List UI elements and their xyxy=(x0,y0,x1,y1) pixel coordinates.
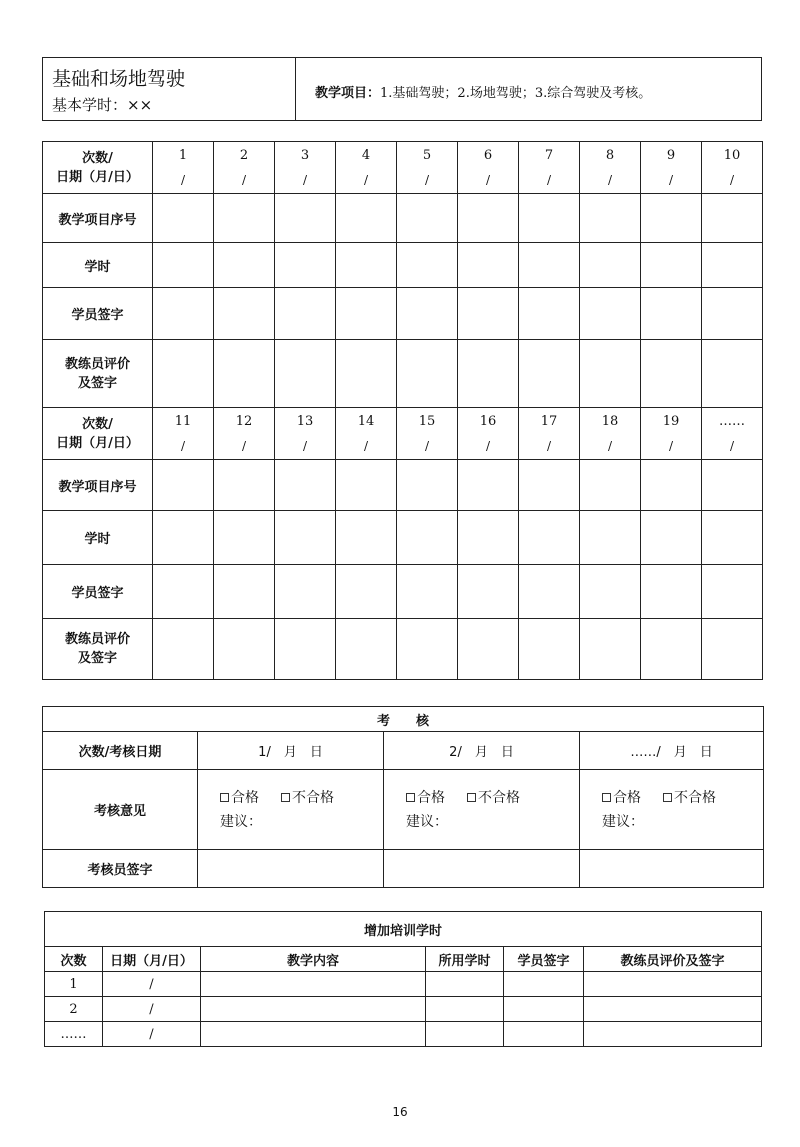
empty-cell[interactable] xyxy=(153,460,214,511)
empty-cell[interactable] xyxy=(519,565,580,619)
exam-opinion-row xyxy=(43,770,764,850)
empty-cell[interactable] xyxy=(519,460,580,511)
empty-cell[interactable] xyxy=(397,511,458,565)
project-no-row xyxy=(43,194,763,243)
exam-examiner-row xyxy=(43,850,764,888)
pass-checkbox[interactable]: 合格 xyxy=(602,790,641,806)
empty-cell[interactable] xyxy=(702,340,763,408)
row-date[interactable]: / xyxy=(103,1022,201,1047)
student-sign-row xyxy=(43,288,763,340)
empty-cell[interactable] xyxy=(201,1022,426,1047)
course-header xyxy=(42,57,762,121)
hours-row xyxy=(43,243,763,288)
exam-opinion-1 xyxy=(198,770,384,850)
checkbox-icon xyxy=(220,793,229,802)
empty-cell[interactable] xyxy=(641,460,702,511)
exam-date-2[interactable]: 2/ 月 日 xyxy=(384,732,580,770)
exam-count-date-label: 次数/考核日期 xyxy=(43,732,198,770)
fail-checkbox[interactable]: 不合格 xyxy=(467,790,520,806)
empty-cell[interactable] xyxy=(519,619,580,680)
teaching-projects-text: 1.基础驾驶；2.场地驾驶；3.综合驾驶及考核。 xyxy=(380,86,652,101)
checkbox-icon xyxy=(663,793,672,802)
coach-eval-label: 教练员评价 及签字 xyxy=(43,340,153,408)
empty-cell[interactable] xyxy=(458,340,519,408)
row-count: …… xyxy=(45,1022,103,1047)
empty-cell[interactable] xyxy=(397,288,458,340)
student-sign-label: 学员签字 xyxy=(43,565,153,619)
checkbox-icon xyxy=(281,793,290,802)
empty-cell[interactable] xyxy=(336,288,397,340)
empty-cell[interactable] xyxy=(397,243,458,288)
empty-cell[interactable] xyxy=(384,850,580,888)
lesson-record-table xyxy=(42,141,763,680)
column-header: 教学内容 xyxy=(201,947,426,972)
empty-cell[interactable] xyxy=(641,243,702,288)
empty-cell[interactable] xyxy=(641,565,702,619)
session-cell[interactable]: 7 / xyxy=(519,142,580,194)
pass-checkbox[interactable]: 合格 xyxy=(406,790,445,806)
empty-cell[interactable] xyxy=(198,850,384,888)
empty-cell[interactable] xyxy=(641,194,702,243)
empty-cell[interactable] xyxy=(458,565,519,619)
extra-header-row xyxy=(45,947,762,972)
extra-training-table xyxy=(44,911,762,1047)
empty-cell[interactable] xyxy=(275,511,336,565)
session-cell[interactable]: 2 / xyxy=(214,142,275,194)
table-row xyxy=(45,972,762,997)
empty-cell[interactable] xyxy=(153,511,214,565)
hours-label: 学时 xyxy=(43,511,153,565)
checkbox-icon xyxy=(406,793,415,802)
extra-title: 增加培训学时 xyxy=(45,912,762,947)
empty-cell[interactable] xyxy=(275,243,336,288)
suggestion-label: 建议： xyxy=(406,813,448,830)
extra-title-row xyxy=(45,912,762,947)
empty-cell[interactable] xyxy=(458,460,519,511)
empty-cell[interactable] xyxy=(336,340,397,408)
row-date[interactable]: / xyxy=(103,997,201,1022)
empty-cell[interactable] xyxy=(153,565,214,619)
coach-eval-row xyxy=(43,340,763,408)
empty-cell[interactable] xyxy=(458,243,519,288)
empty-cell[interactable] xyxy=(458,194,519,243)
empty-cell[interactable] xyxy=(275,340,336,408)
count-date-row xyxy=(43,142,763,194)
hours-row xyxy=(43,511,763,565)
empty-cell[interactable] xyxy=(153,340,214,408)
exam-opinion-label: 考核意见 xyxy=(43,770,198,850)
empty-cell[interactable] xyxy=(214,565,275,619)
course-header-left xyxy=(43,58,296,120)
empty-cell[interactable] xyxy=(426,972,504,997)
empty-cell[interactable] xyxy=(397,619,458,680)
empty-cell[interactable] xyxy=(702,243,763,288)
empty-cell[interactable] xyxy=(397,194,458,243)
basic-hours: 基本学时：×× xyxy=(52,96,153,114)
empty-cell[interactable] xyxy=(275,288,336,340)
empty-cell[interactable] xyxy=(519,511,580,565)
empty-cell[interactable] xyxy=(641,511,702,565)
examiner-sign-label: 考核员签字 xyxy=(43,850,198,888)
empty-cell[interactable] xyxy=(336,460,397,511)
empty-cell[interactable] xyxy=(519,194,580,243)
fail-checkbox[interactable]: 不合格 xyxy=(281,790,334,806)
project-no-label: 教学项目序号 xyxy=(43,194,153,243)
empty-cell[interactable] xyxy=(580,850,764,888)
pass-checkbox[interactable]: 合格 xyxy=(220,790,259,806)
exam-date-3[interactable]: ……/ 月 日 xyxy=(580,732,764,770)
suggestion-label: 建议： xyxy=(220,813,262,830)
empty-cell[interactable] xyxy=(702,511,763,565)
empty-cell[interactable] xyxy=(275,619,336,680)
empty-cell[interactable] xyxy=(458,511,519,565)
empty-cell[interactable] xyxy=(580,619,641,680)
empty-cell[interactable] xyxy=(336,243,397,288)
empty-cell[interactable] xyxy=(426,997,504,1022)
session-cell[interactable]: 14 / xyxy=(336,408,397,460)
project-no-row xyxy=(43,460,763,511)
session-cell[interactable]: 5 / xyxy=(397,142,458,194)
empty-cell[interactable] xyxy=(397,460,458,511)
column-header: 学员签字 xyxy=(504,947,584,972)
empty-cell[interactable] xyxy=(504,1022,584,1047)
page-number: 16 xyxy=(392,1105,408,1119)
empty-cell[interactable] xyxy=(641,619,702,680)
empty-cell[interactable] xyxy=(214,194,275,243)
empty-cell[interactable] xyxy=(153,288,214,340)
exam-table xyxy=(42,706,764,888)
empty-cell[interactable] xyxy=(458,288,519,340)
exam-date-1[interactable]: 1/ 月 日 xyxy=(198,732,384,770)
column-header: 所用学时 xyxy=(426,947,504,972)
empty-cell[interactable] xyxy=(336,619,397,680)
session-cell[interactable]: 12 / xyxy=(214,408,275,460)
session-cell[interactable]: 8 / xyxy=(580,142,641,194)
empty-cell[interactable] xyxy=(397,565,458,619)
row-count: 2 xyxy=(45,997,103,1022)
empty-cell[interactable] xyxy=(702,194,763,243)
empty-cell[interactable] xyxy=(580,340,641,408)
empty-cell[interactable] xyxy=(426,1022,504,1047)
student-sign-label: 学员签字 xyxy=(43,288,153,340)
empty-cell[interactable] xyxy=(641,288,702,340)
exam-title: 考 核 xyxy=(43,707,764,732)
exam-opinion-3 xyxy=(580,770,764,850)
exam-title-row xyxy=(43,707,764,732)
empty-cell[interactable] xyxy=(641,340,702,408)
table-row xyxy=(45,1022,762,1047)
session-cell[interactable]: 16 / xyxy=(458,408,519,460)
count-date-row xyxy=(43,408,763,460)
empty-cell[interactable] xyxy=(504,997,584,1022)
empty-cell[interactable] xyxy=(580,194,641,243)
empty-cell[interactable] xyxy=(580,288,641,340)
coach-eval-row xyxy=(43,619,763,680)
empty-cell[interactable] xyxy=(153,194,214,243)
empty-cell[interactable] xyxy=(702,460,763,511)
empty-cell[interactable] xyxy=(336,194,397,243)
column-header: 日期（月/日） xyxy=(103,947,201,972)
session-cell[interactable]: 13 / xyxy=(275,408,336,460)
empty-cell[interactable] xyxy=(275,194,336,243)
project-no-label: 教学项目序号 xyxy=(43,460,153,511)
empty-cell[interactable] xyxy=(153,619,214,680)
empty-cell[interactable] xyxy=(214,619,275,680)
empty-cell[interactable] xyxy=(580,243,641,288)
empty-cell[interactable] xyxy=(702,288,763,340)
empty-cell[interactable] xyxy=(336,565,397,619)
empty-cell[interactable] xyxy=(201,972,426,997)
empty-cell[interactable] xyxy=(519,243,580,288)
teaching-projects xyxy=(315,82,651,101)
course-title: 基础和场地驾驶 xyxy=(52,68,186,90)
empty-cell[interactable] xyxy=(153,243,214,288)
count-date-label: 次数/ 日期（月/日） xyxy=(43,408,153,460)
session-cell[interactable]: 10 / xyxy=(702,142,763,194)
empty-cell[interactable] xyxy=(580,511,641,565)
empty-cell[interactable] xyxy=(336,511,397,565)
empty-cell[interactable] xyxy=(201,997,426,1022)
session-cell[interactable]: 3 / xyxy=(275,142,336,194)
coach-eval-label: 教练员评价 及签字 xyxy=(43,619,153,680)
row-count: 1 xyxy=(45,972,103,997)
empty-cell[interactable] xyxy=(458,619,519,680)
empty-cell[interactable] xyxy=(214,340,275,408)
empty-cell[interactable] xyxy=(519,340,580,408)
hours-label: 学时 xyxy=(43,243,153,288)
session-cell[interactable]: 15 / xyxy=(397,408,458,460)
empty-cell[interactable] xyxy=(275,565,336,619)
session-cell[interactable]: 6 / xyxy=(458,142,519,194)
empty-cell[interactable] xyxy=(214,511,275,565)
session-cell[interactable]: 19 / xyxy=(641,408,702,460)
fail-checkbox[interactable]: 不合格 xyxy=(663,790,716,806)
empty-cell[interactable] xyxy=(580,460,641,511)
empty-cell[interactable] xyxy=(702,565,763,619)
empty-cell[interactable] xyxy=(504,972,584,997)
checkbox-icon xyxy=(602,793,611,802)
count-date-label: 次数/ 日期（月/日） xyxy=(43,142,153,194)
checkbox-icon xyxy=(467,793,476,802)
empty-cell[interactable] xyxy=(584,972,762,997)
session-cell[interactable]: …… / xyxy=(702,408,763,460)
session-cell[interactable]: 18 / xyxy=(580,408,641,460)
teaching-projects-label: 教学项目： xyxy=(315,86,381,101)
empty-cell[interactable] xyxy=(519,288,580,340)
session-cell[interactable]: 11 / xyxy=(153,408,214,460)
empty-cell[interactable] xyxy=(584,1022,762,1047)
exam-date-row xyxy=(43,732,764,770)
table-row xyxy=(45,997,762,1022)
column-header: 次数 xyxy=(45,947,103,972)
empty-cell[interactable] xyxy=(214,460,275,511)
suggestion-label: 建议： xyxy=(602,813,644,830)
empty-cell[interactable] xyxy=(214,288,275,340)
session-cell[interactable]: 1 / xyxy=(153,142,214,194)
column-header: 教练员评价及签字 xyxy=(584,947,762,972)
empty-cell[interactable] xyxy=(397,340,458,408)
empty-cell[interactable] xyxy=(214,243,275,288)
session-cell[interactable]: 9 / xyxy=(641,142,702,194)
session-cell[interactable]: 17 / xyxy=(519,408,580,460)
exam-opinion-2 xyxy=(384,770,580,850)
empty-cell[interactable] xyxy=(580,565,641,619)
empty-cell[interactable] xyxy=(275,460,336,511)
student-sign-row xyxy=(43,565,763,619)
empty-cell[interactable] xyxy=(584,997,762,1022)
row-date[interactable]: / xyxy=(103,972,201,997)
empty-cell[interactable] xyxy=(702,619,763,680)
session-cell[interactable]: 4 / xyxy=(336,142,397,194)
